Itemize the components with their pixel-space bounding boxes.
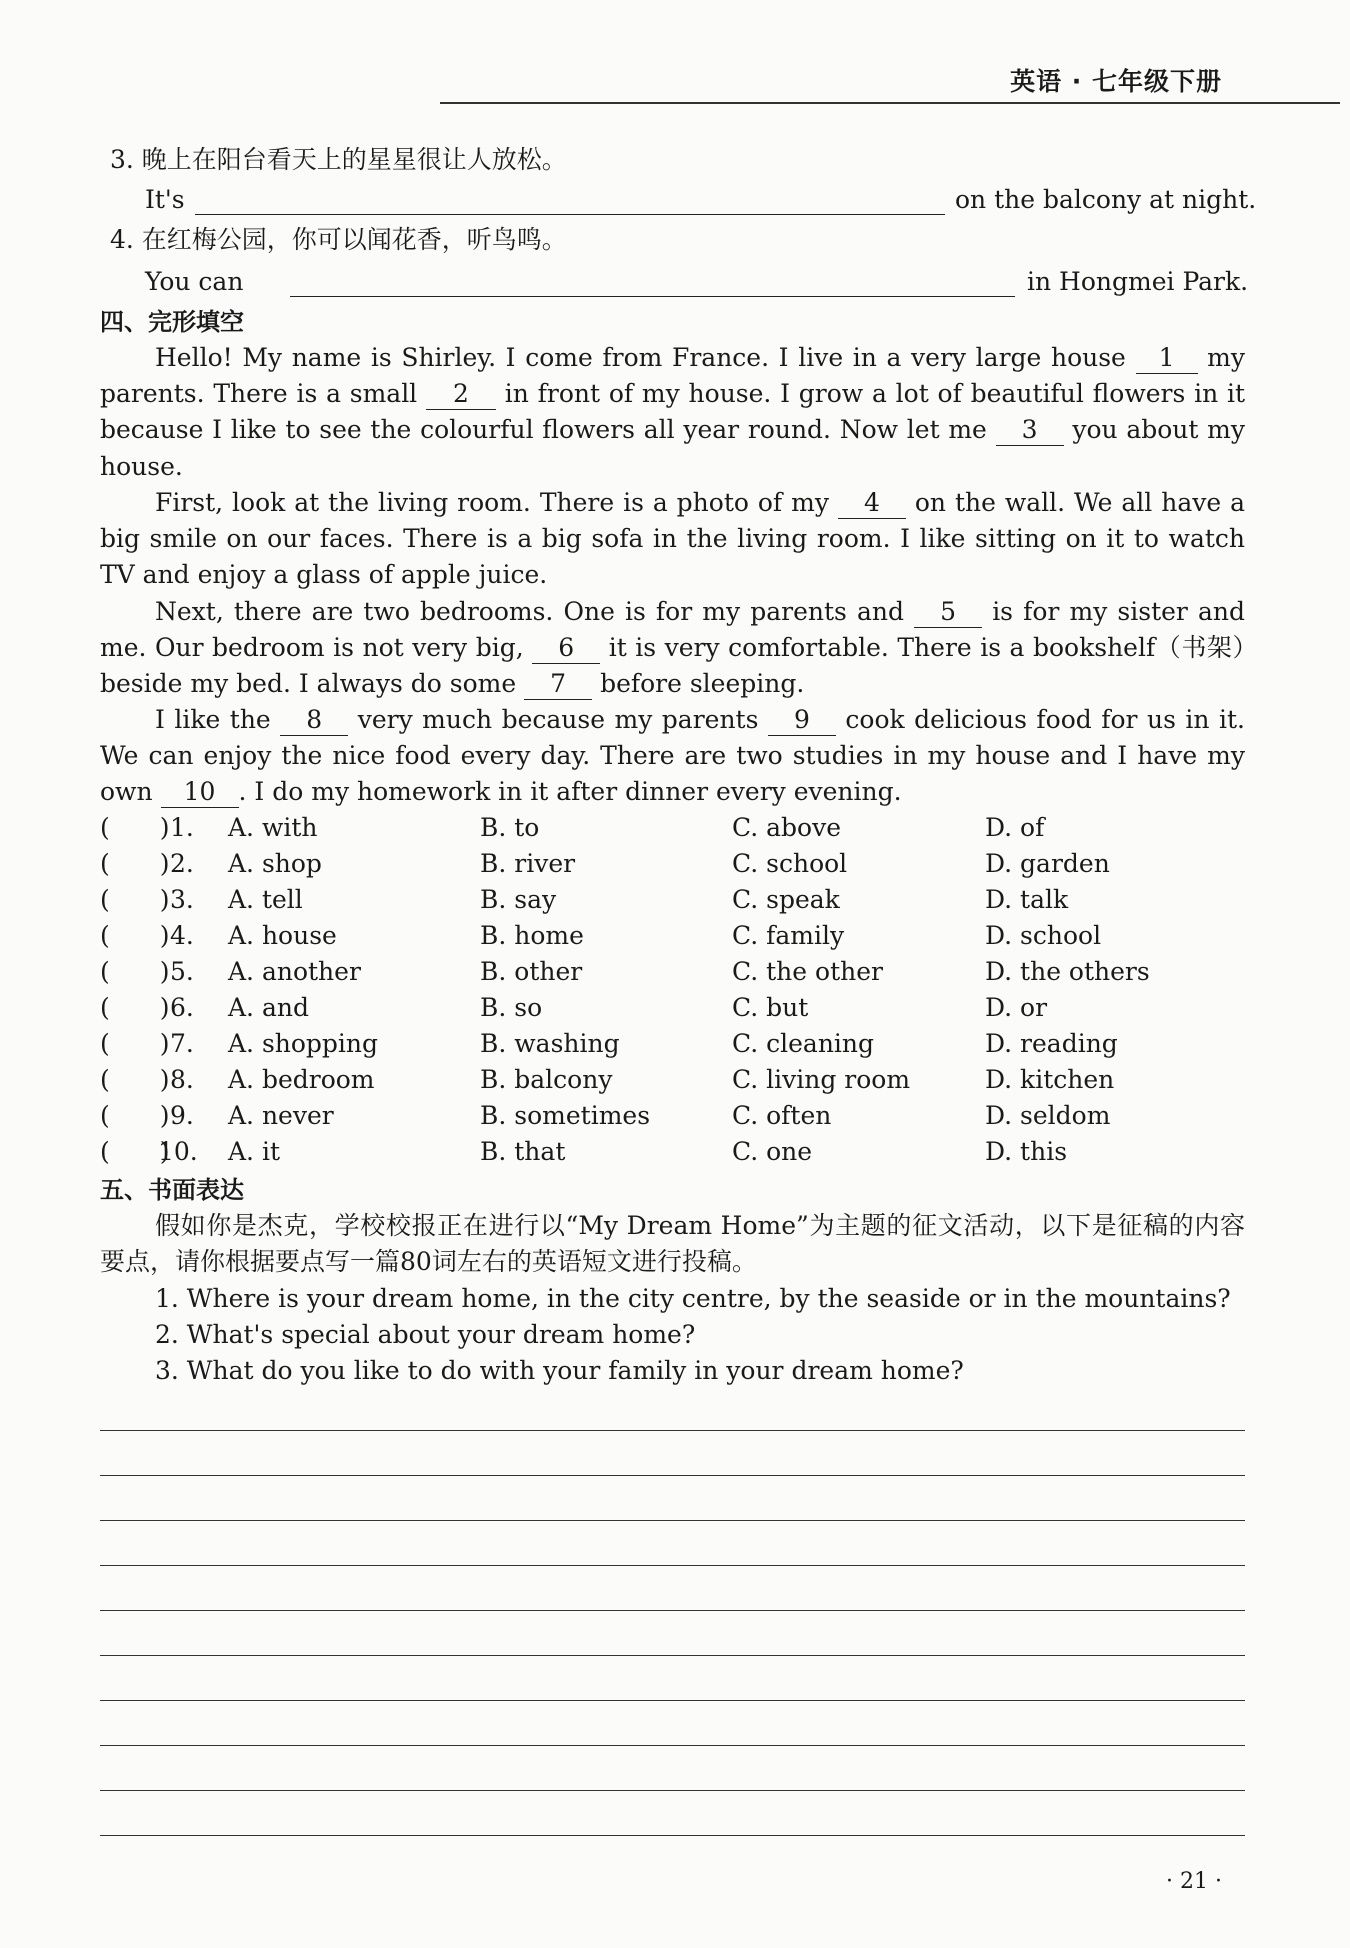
option-a: A. shopping [228, 1029, 379, 1058]
option-a: A. with [228, 813, 318, 842]
option-b: B. washing [480, 1029, 620, 1058]
cloze-blank-6[interactable]: 6 [532, 633, 600, 664]
cloze-paragraph-2 [100, 485, 1245, 594]
writing-instructions: 假如你是杰克，学校校报正在进行以“My Dream Home”为主题的征文活动，以下是征稿的内容要点，请你根据要点写一篇80词左右的英语短文进行投稿。 [100, 1211, 1245, 1276]
option-c: C. cleaning [732, 1029, 875, 1058]
cloze-paragraph-4 [100, 702, 1245, 811]
cloze-text: very much because my parents [357, 705, 759, 734]
answer-bracket[interactable]: ( ) [100, 1065, 170, 1094]
writing-line[interactable] [100, 1520, 1245, 1521]
answer-bracket[interactable]: ( ) [100, 813, 170, 842]
answer-bracket[interactable]: ( ) [100, 1029, 170, 1058]
option-c: C. school [732, 849, 848, 878]
cloze-text: my parents. There is a small [100, 343, 1246, 409]
translation-q4-tail: in Hongmei Park. [1027, 267, 1249, 296]
cloze-text: you about my house. [100, 415, 1245, 481]
option-row [100, 846, 1250, 882]
question-number: 8. [170, 1065, 194, 1094]
option-d: D. seldom [985, 1101, 1111, 1130]
cloze-text: cook delicious food for us in it. We can enjoy the nice food every day. There are two studies in my house and I have my own [100, 705, 1245, 807]
cloze-blank-9[interactable]: 9 [768, 705, 836, 736]
translation-q3-answer-line[interactable] [195, 214, 945, 215]
writing-point-3: 3. What do you like to do with your family in your dream home? [155, 1356, 964, 1385]
cloze-text: I like the [155, 705, 271, 734]
option-a: A. another [228, 957, 361, 986]
option-c: C. one [732, 1137, 813, 1166]
cloze-blank-5[interactable]: 5 [914, 597, 982, 628]
writing-line[interactable] [100, 1655, 1245, 1656]
writing-line[interactable] [100, 1745, 1245, 1746]
translation-q3-lead: It's [145, 185, 185, 214]
option-a: A. bedroom [228, 1065, 375, 1094]
translation-q4-prompt: 4. 在红梅公园，你可以闻花香，听鸟鸣。 [110, 225, 567, 254]
option-d: D. school [985, 921, 1102, 950]
cloze-blank-10[interactable]: 10 [161, 777, 239, 808]
option-row [100, 1026, 1250, 1062]
cloze-text: . I do my homework in it after dinner every evening. [238, 777, 902, 807]
question-number: 3. [170, 885, 194, 914]
option-b: B. river [480, 849, 576, 878]
question-number: 7. [170, 1029, 194, 1058]
writing-line[interactable] [100, 1475, 1245, 1476]
option-c: C. living room [732, 1065, 911, 1094]
option-row [100, 1062, 1250, 1098]
option-a: A. tell [228, 885, 303, 914]
question-number: 6. [170, 993, 194, 1022]
writing-point-2: 2. What's special about your dream home? [155, 1320, 696, 1349]
translation-q4-answer-line[interactable] [290, 296, 1015, 297]
cloze-text: before sleeping. [600, 669, 805, 699]
option-b: B. balcony [480, 1065, 613, 1094]
option-row [100, 1134, 1250, 1170]
option-row [100, 810, 1250, 846]
option-d: D. garden [985, 849, 1110, 878]
page-number: · 21 · [1166, 1869, 1222, 1894]
option-a: A. and [228, 993, 309, 1022]
cloze-text: in front of my house. I grow a lot of beautiful flowers in it because I like to see the colourful flowers all year round. Now let me [100, 379, 1246, 445]
option-b: B. other [480, 957, 583, 986]
cloze-blank-7[interactable]: 7 [524, 669, 592, 700]
option-d: D. or [985, 993, 1048, 1022]
option-b: B. to [480, 813, 540, 842]
writing-line[interactable] [100, 1700, 1245, 1701]
cloze-text: it is very comfortable. There is a bookshelf（书架）beside my bed. I always do some [100, 633, 1246, 699]
answer-bracket[interactable]: ( ) [100, 1137, 170, 1166]
header-rule [440, 102, 1340, 104]
option-b: B. that [480, 1137, 566, 1166]
option-row [100, 954, 1250, 990]
cloze-paragraph-1 [100, 340, 1245, 485]
writing-line[interactable] [100, 1790, 1245, 1791]
translation-q4-lead: You can [145, 267, 244, 296]
option-c: C. speak [732, 885, 840, 914]
option-b: B. home [480, 921, 584, 950]
translation-q3-prompt: 3. 晚上在阳台看天上的星星很让人放松。 [110, 145, 567, 174]
translation-q3-tail: on the balcony at night. [955, 185, 1257, 214]
cloze-blank-8[interactable]: 8 [280, 705, 348, 736]
writing-line[interactable] [100, 1430, 1245, 1431]
writing-line[interactable] [100, 1610, 1245, 1611]
option-c: C. above [732, 813, 842, 842]
option-d: D. talk [985, 885, 1069, 914]
cloze-blank-1[interactable]: 1 [1136, 343, 1198, 374]
option-a: A. shop [228, 849, 322, 878]
writing-line[interactable] [100, 1565, 1245, 1566]
option-b: B. sometimes [480, 1101, 651, 1130]
answer-bracket[interactable]: ( ) [100, 1101, 170, 1130]
answer-bracket[interactable]: ( ) [100, 885, 170, 914]
option-d: D. kitchen [985, 1065, 1115, 1094]
cloze-blank-4[interactable]: 4 [838, 488, 906, 519]
option-c: C. often [732, 1101, 832, 1130]
option-a: A. it [228, 1137, 280, 1166]
option-b: B. say [480, 885, 557, 914]
option-d: D. the others [985, 957, 1150, 986]
cloze-text: is for my sister and me. Our bedroom is not very big, [100, 597, 1245, 663]
question-number: 10. [158, 1137, 198, 1166]
answer-bracket[interactable]: ( ) [100, 921, 170, 950]
question-number: 9. [170, 1101, 194, 1130]
answer-bracket[interactable]: ( ) [100, 993, 170, 1022]
cloze-text: Next, there are two bedrooms. One is for my parents and [155, 597, 904, 626]
cloze-text: Hello! My name is Shirley. I come from France. I live in a very large house [155, 343, 1126, 372]
cloze-text: First, look at the living room. There is a photo of my [155, 488, 829, 517]
answer-bracket[interactable]: ( ) [100, 849, 170, 878]
option-row [100, 1098, 1250, 1134]
writing-point-1: 1. Where is your dream home, in the city centre, by the seaside or in the mountains? [155, 1284, 1231, 1313]
option-row [100, 882, 1250, 918]
cloze-blank-3[interactable]: 3 [996, 415, 1064, 446]
cloze-blank-2[interactable]: 2 [426, 379, 496, 410]
cloze-section-title: 四、完形填空 [100, 308, 244, 336]
question-number: 2. [170, 849, 194, 878]
answer-bracket[interactable]: ( ) [100, 957, 170, 986]
option-d: D. this [985, 1137, 1068, 1166]
option-c: C. family [732, 921, 845, 950]
book-title: 英语 · 七年级下册 [1010, 67, 1222, 96]
writing-section-title: 五、书面表达 [100, 1176, 244, 1204]
cloze-text: on the wall. We all have a big smile on our faces. There is a big sofa in the living room. I like sitting on it to watch TV and enjoy a glass of apple juice. [100, 488, 1246, 590]
option-b: B. so [480, 993, 543, 1022]
option-c: C. the other [732, 957, 883, 986]
option-d: D. reading [985, 1029, 1118, 1058]
option-row [100, 990, 1250, 1026]
question-number: 4. [170, 921, 194, 950]
question-number: 1. [170, 813, 194, 842]
option-c: C. but [732, 993, 809, 1022]
question-number: 5. [170, 957, 194, 986]
option-a: A. never [228, 1101, 334, 1130]
writing-line[interactable] [100, 1835, 1245, 1836]
option-d: D. of [985, 813, 1045, 842]
cloze-paragraph-3 [100, 594, 1245, 703]
option-row [100, 918, 1250, 954]
option-a: A. house [228, 921, 337, 950]
